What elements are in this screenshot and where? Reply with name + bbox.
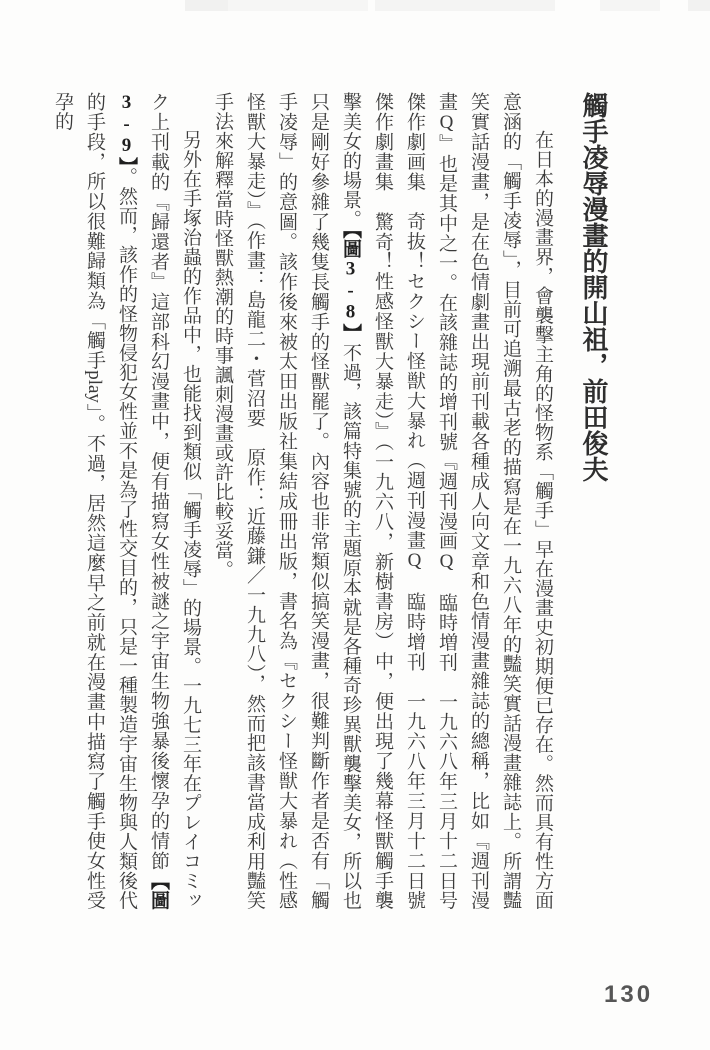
scan-artifact	[375, 0, 555, 11]
scan-artifact	[228, 0, 368, 11]
text-segment: 不過，該篇特集號的主題原本就是各種奇珍異獸襲擊美女，所以也只是剛好參雜了幾隻長觸手的怪獸罷了。內容也非常類似搞笑漫畫，很難判斷作者是否有「觸手凌辱」的意圖。該作後來被太田出版社集結成冊出版，書名為『セクシー怪獣大暴れ（性感怪獸大暴走）』（作畫：島龍二・菅沼要 原作：近藤鎌／一九九八），然而把該書當成利用豔笑手法來解釋當時怪獸熱潮的時事諷刺漫畫或許比較妥當。	[212, 92, 361, 911]
figure-reference-3-9: 【圖3-9】	[116, 92, 169, 911]
scan-artifact	[688, 0, 710, 11]
text-segment: 另外在手塚治蟲的作品中，也能找到類似「觸手凌辱」的場景。一九七三年在プレイコミック上刊載的『歸還者』這部科幻漫畫中，便有描寫女性被謎之宇宙生物強暴後懷孕的情節	[148, 92, 201, 910]
figure-reference-3-8: 【圖3-8】	[340, 228, 361, 343]
page-number: 130	[604, 981, 654, 1008]
paragraph	[206, 92, 558, 930]
text-segment: 」。不過，居然這麼早之前就在漫畫中描寫了觸手使女性受孕的	[52, 92, 105, 911]
paragraph	[46, 92, 206, 910]
scan-artifact	[185, 0, 230, 11]
text-segment: 在日本的漫畫界，會襲擊主角的怪物系「觸手」早在漫畫史初期便已存在。然而具有性方面意涵的「觸手凌辱」，目前可追溯最古老的描寫是在一九六八年的豔笑實話漫畫雜誌上。所謂豔笑實話漫畫，是在色情劇畫出現前刊載各種成人向文章和色情漫畫雜誌的總稱，比如『週刊漫畫Q』也是其中之一。在該雜誌的增刊號『週刊漫画Q 臨時増刊 一九六八年三月十二日号 傑作劇画集 奇抜！セクシー怪獣大暴れ（週刊漫畫Q 臨時增刊 一九六八年三月十二日號 傑作劇畫集 驚奇！性感怪獸大暴走）』（一九六八，新樹書房）中，便出現了幾幕怪獸觸手襲擊美女的場景。	[340, 92, 553, 930]
article-body	[46, 92, 558, 930]
text-segment: 。然而，該作的怪物侵犯女性並不是為了性交目的，只是一種製造宇宙生物與人類後代的手段，所以很難歸類為「觸手	[84, 92, 137, 911]
text-segment: play	[84, 370, 105, 403]
scan-artifact	[600, 0, 660, 11]
article-title: 觸手凌辱漫畫的開山祖，前田俊夫	[579, 92, 609, 482]
